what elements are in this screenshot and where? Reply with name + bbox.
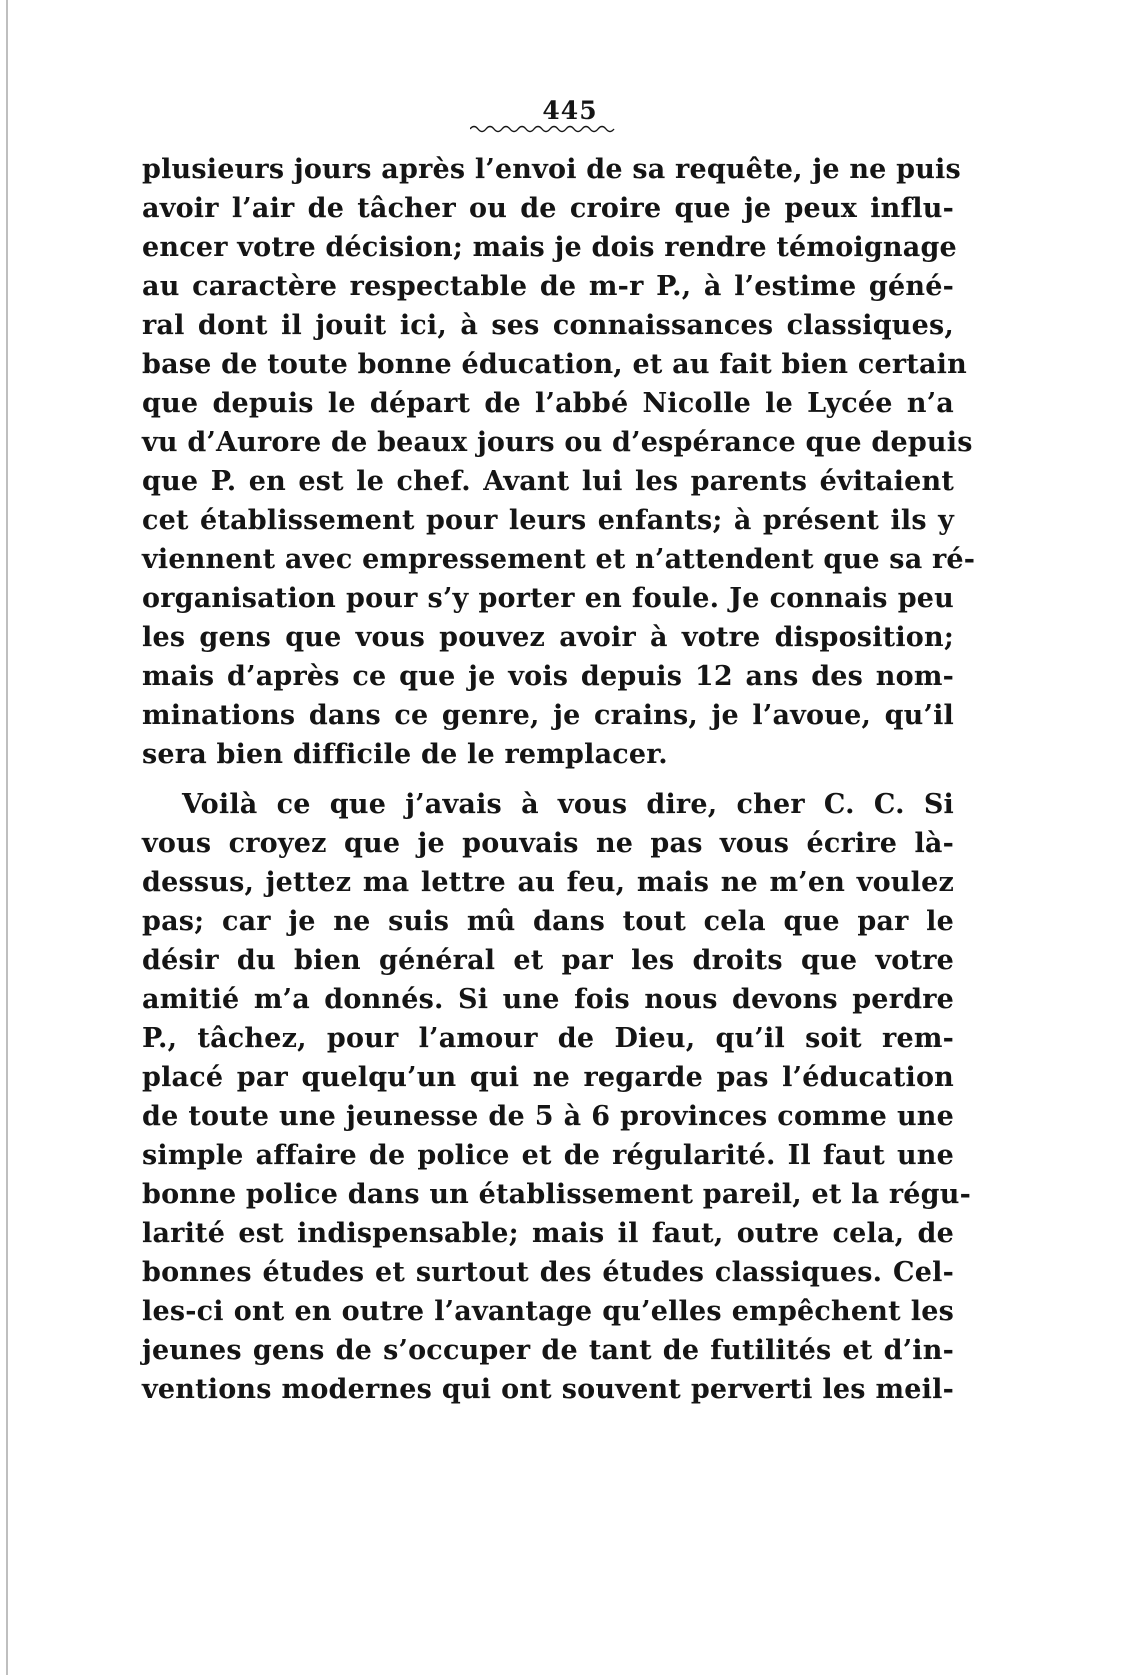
text-line: sera bien difficile de le remplacer.	[142, 739, 668, 770]
text-line: ventions modernes qui ont souvent perverti les meil-	[142, 1374, 954, 1405]
paragraph-2	[142, 785, 971, 1409]
text-line: désir du bien général et par les droits que votre	[142, 945, 954, 976]
text-line: bonne police dans un établissement pareil, et la régu-	[142, 1179, 971, 1210]
text-line: jeunes gens de s’occuper de tant de futilités et d’in-	[142, 1335, 954, 1366]
text-line: que P. en est le chef. Avant lui les parents évitaient	[142, 466, 954, 497]
text-line: larité est indispensable; mais il faut, outre cela, de	[142, 1218, 954, 1249]
page-left-edge	[6, 0, 8, 1675]
text-line: cet établissement pour leurs enfants; à présent ils y	[142, 505, 954, 536]
text-line: minations dans ce genre, je crains, je l’avoue, qu’il	[142, 700, 954, 731]
text-line: placé par quelqu’un qui ne regarde pas l’éducation	[142, 1062, 954, 1093]
text-line: encer votre décision; mais je dois rendre témoignage	[142, 232, 957, 263]
text-line: plusieurs jours après l’envoi de sa requête, je ne puis	[142, 154, 961, 185]
text-line: P., tâchez, pour l’amour de Dieu, qu’il soit rem-	[142, 1023, 954, 1054]
text-line: Voilà ce que j’avais à vous dire, cher C. C. Si	[182, 789, 954, 820]
paragraph-1	[142, 150, 976, 774]
text-line: vu d’Aurore de beaux jours ou d’espérance que depuis	[142, 427, 973, 458]
text-line: simple affaire de police et de régularité. Il faut une	[142, 1140, 954, 1171]
text-line: amitié m’a donnés. Si une fois nous devons perdre	[142, 984, 954, 1015]
text-line: mais d’après ce que je vois depuis 12 ans des nom-	[142, 661, 954, 692]
text-line: pas; car je ne suis mû dans tout cela que par le	[142, 906, 954, 937]
text-line: que depuis le départ de l’abbé Nicolle le Lycée n’a	[142, 388, 954, 419]
text-line: dessus, jettez ma lettre au feu, mais ne m’en voulez	[142, 867, 954, 898]
text-line: les-ci ont en outre l’avantage qu’elles empêchent les	[142, 1296, 954, 1327]
text-line: viennent avec empressement et n’attendent que sa ré-	[142, 544, 976, 575]
text-line: au caractère respectable de m-r P., à l’estime géné-	[142, 271, 954, 302]
text-line: les gens que vous pouvez avoir à votre disposition;	[142, 622, 954, 653]
text-line: de toute une jeunesse de 5 à 6 provinces comme une	[142, 1101, 954, 1132]
text-line: ral dont il jouit ici, à ses connaissances classiques,	[142, 310, 954, 341]
text-line: base de toute bonne éducation, et au fait bien certain	[142, 349, 967, 380]
page-number-ornament	[470, 124, 616, 134]
text-line: avoir l’air de tâcher ou de croire que je peux influ-	[142, 193, 954, 224]
text-line: organisation pour s’y porter en foule. Je connais peu	[142, 583, 954, 614]
text-line: bonnes études et surtout des études classiques. Cel-	[142, 1257, 954, 1288]
text-line: vous croyez que je pouvais ne pas vous écrire là-	[142, 828, 954, 859]
page-number: 445	[542, 96, 598, 125]
